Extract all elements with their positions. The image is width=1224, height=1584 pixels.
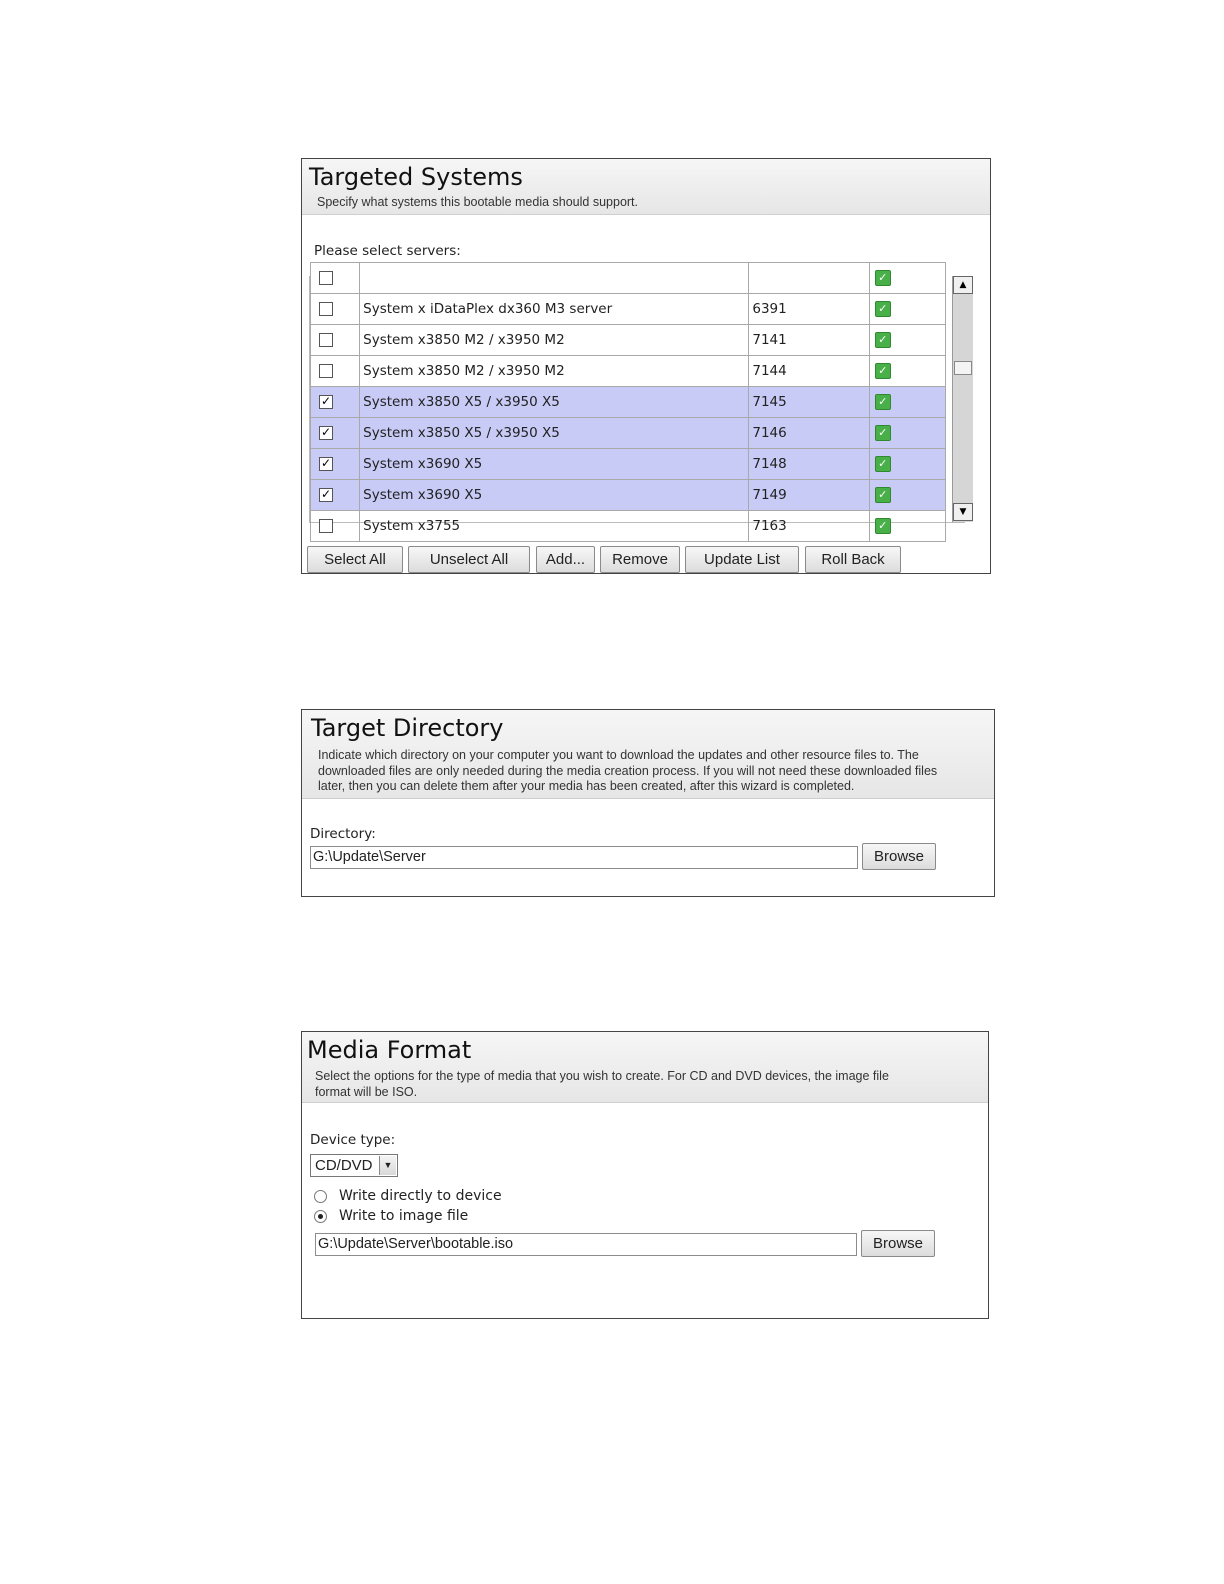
- server-grid: [310, 262, 946, 542]
- status-cell: [869, 356, 945, 387]
- update-list-button[interactable]: Update List: [685, 546, 799, 573]
- table-row[interactable]: [311, 263, 946, 294]
- status-cell: [869, 387, 945, 418]
- server-name-cell: System x3850 M2 / x3950 M2: [360, 356, 749, 387]
- media-format-title: Media Format: [307, 1036, 472, 1064]
- row-checkbox[interactable]: [319, 271, 333, 285]
- status-cell: [869, 480, 945, 511]
- check-icon: ✓: [875, 332, 891, 348]
- write-device-label: Write directly to device: [339, 1188, 502, 1204]
- server-name-cell: [360, 263, 749, 294]
- server-name-cell: System x3850 M2 / x3950 M2: [360, 325, 749, 356]
- directory-input[interactable]: G:\Update\Server: [310, 846, 858, 869]
- device-type-label: Device type:: [310, 1132, 396, 1148]
- status-cell: [869, 511, 945, 542]
- directory-browse-button[interactable]: Browse: [862, 843, 936, 870]
- machine-type-cell: [749, 263, 869, 294]
- write-device-option[interactable]: [314, 1188, 502, 1204]
- roll-back-button[interactable]: Roll Back: [805, 546, 901, 573]
- machine-type-cell: 7145: [749, 387, 869, 418]
- machine-type-cell: 6391: [749, 294, 869, 325]
- table-row[interactable]: [311, 418, 946, 449]
- row-checkbox-cell[interactable]: [311, 511, 360, 542]
- status-cell: [869, 325, 945, 356]
- row-checkbox-cell[interactable]: [311, 418, 360, 449]
- check-icon: ✓: [875, 270, 891, 286]
- device-type-value: CD/DVD: [315, 1157, 373, 1174]
- row-checkbox[interactable]: ✓: [320, 456, 332, 470]
- check-icon: ✓: [875, 487, 891, 503]
- check-icon: ✓: [875, 363, 891, 379]
- check-icon: ✓: [875, 456, 891, 472]
- machine-type-cell: 7146: [749, 418, 869, 449]
- server-name-cell: System x3850 X5 / x3950 X5: [360, 418, 749, 449]
- scroll-down-button[interactable]: ▼: [953, 503, 973, 521]
- table-row[interactable]: [311, 294, 946, 325]
- row-checkbox[interactable]: [319, 302, 333, 316]
- table-row[interactable]: [311, 387, 946, 418]
- table-row[interactable]: [311, 449, 946, 480]
- table-row[interactable]: [311, 480, 946, 511]
- scroll-up-button[interactable]: ▲: [953, 276, 973, 294]
- target-directory-header: [302, 710, 994, 799]
- server-name-cell: System x3755: [360, 511, 749, 542]
- image-browse-button[interactable]: Browse: [861, 1230, 935, 1257]
- row-checkbox-cell[interactable]: [311, 263, 360, 294]
- table-row[interactable]: [311, 511, 946, 542]
- machine-type-cell: 7163: [749, 511, 869, 542]
- write-image-option[interactable]: [314, 1208, 468, 1224]
- row-checkbox[interactable]: [319, 519, 333, 533]
- row-checkbox[interactable]: ✓: [320, 394, 332, 408]
- row-checkbox[interactable]: ✓: [320, 425, 332, 439]
- table-row[interactable]: [311, 356, 946, 387]
- row-checkbox-cell[interactable]: [311, 449, 360, 480]
- add-button[interactable]: Add...: [536, 546, 595, 573]
- check-icon: ✓: [875, 394, 891, 410]
- table-row[interactable]: [311, 325, 946, 356]
- row-checkbox-cell[interactable]: [311, 325, 360, 356]
- row-checkbox-cell[interactable]: [311, 387, 360, 418]
- select-all-button[interactable]: Select All: [307, 546, 403, 573]
- row-checkbox-cell[interactable]: [311, 294, 360, 325]
- machine-type-cell: 7141: [749, 325, 869, 356]
- server-table: [309, 271, 967, 534]
- row-checkbox-cell[interactable]: [311, 356, 360, 387]
- check-icon: ✓: [875, 518, 891, 534]
- server-name-cell: System x3850 X5 / x3950 X5: [360, 387, 749, 418]
- row-checkbox[interactable]: [319, 364, 333, 378]
- status-cell: [869, 294, 945, 325]
- write-image-radio[interactable]: [314, 1210, 327, 1223]
- device-type-select[interactable]: [310, 1154, 398, 1177]
- machine-type-cell: 7144: [749, 356, 869, 387]
- table-scrollbar[interactable]: [952, 276, 973, 522]
- targeted-systems-header: [302, 159, 990, 215]
- media-format-panel: [301, 1031, 989, 1319]
- targeted-systems-panel: [301, 158, 991, 574]
- scroll-thumb[interactable]: [954, 361, 972, 375]
- status-cell: [869, 263, 945, 294]
- media-format-header: [302, 1032, 988, 1103]
- row-checkbox-cell[interactable]: [311, 480, 360, 511]
- server-name-cell: System x3690 X5: [360, 449, 749, 480]
- row-checkbox[interactable]: ✓: [320, 487, 332, 501]
- media-format-subtitle: Select the options for the type of media that you wish to create. For CD and DVD devices, the image file format will be ISO.: [315, 1069, 889, 1099]
- chevron-down-icon[interactable]: ▼: [379, 1156, 396, 1175]
- write-device-radio[interactable]: [314, 1190, 327, 1203]
- select-servers-label: Please select servers:: [314, 243, 461, 259]
- targeted-systems-subtitle: Specify what systems this bootable media should support.: [317, 195, 639, 209]
- machine-type-cell: 7148: [749, 449, 869, 480]
- status-cell: [869, 449, 945, 480]
- row-checkbox[interactable]: [319, 333, 333, 347]
- machine-type-cell: 7149: [749, 480, 869, 511]
- server-name-cell: System x3690 X5: [360, 480, 749, 511]
- check-icon: ✓: [875, 425, 891, 441]
- status-cell: [869, 418, 945, 449]
- targeted-systems-title: Targeted Systems: [309, 163, 523, 191]
- write-image-label: Write to image file: [339, 1208, 469, 1224]
- target-directory-panel: [301, 709, 995, 897]
- target-directory-subtitle: Indicate which directory on your computer you want to download the updates and other resource files to. The downloaded files are only needed during the media creation process. If you will not need these downloaded files later, then you can delete them after your media has been created, after this wizard is completed.: [318, 748, 938, 793]
- remove-button[interactable]: Remove: [600, 546, 680, 573]
- server-name-cell: System x iDataPlex dx360 M3 server: [360, 294, 749, 325]
- target-directory-title: Target Directory: [311, 714, 504, 742]
- directory-label: Directory:: [310, 826, 376, 842]
- image-path-input[interactable]: G:\Update\Server\bootable.iso: [315, 1233, 857, 1256]
- check-icon: ✓: [875, 301, 891, 317]
- unselect-all-button[interactable]: Unselect All: [408, 546, 530, 573]
